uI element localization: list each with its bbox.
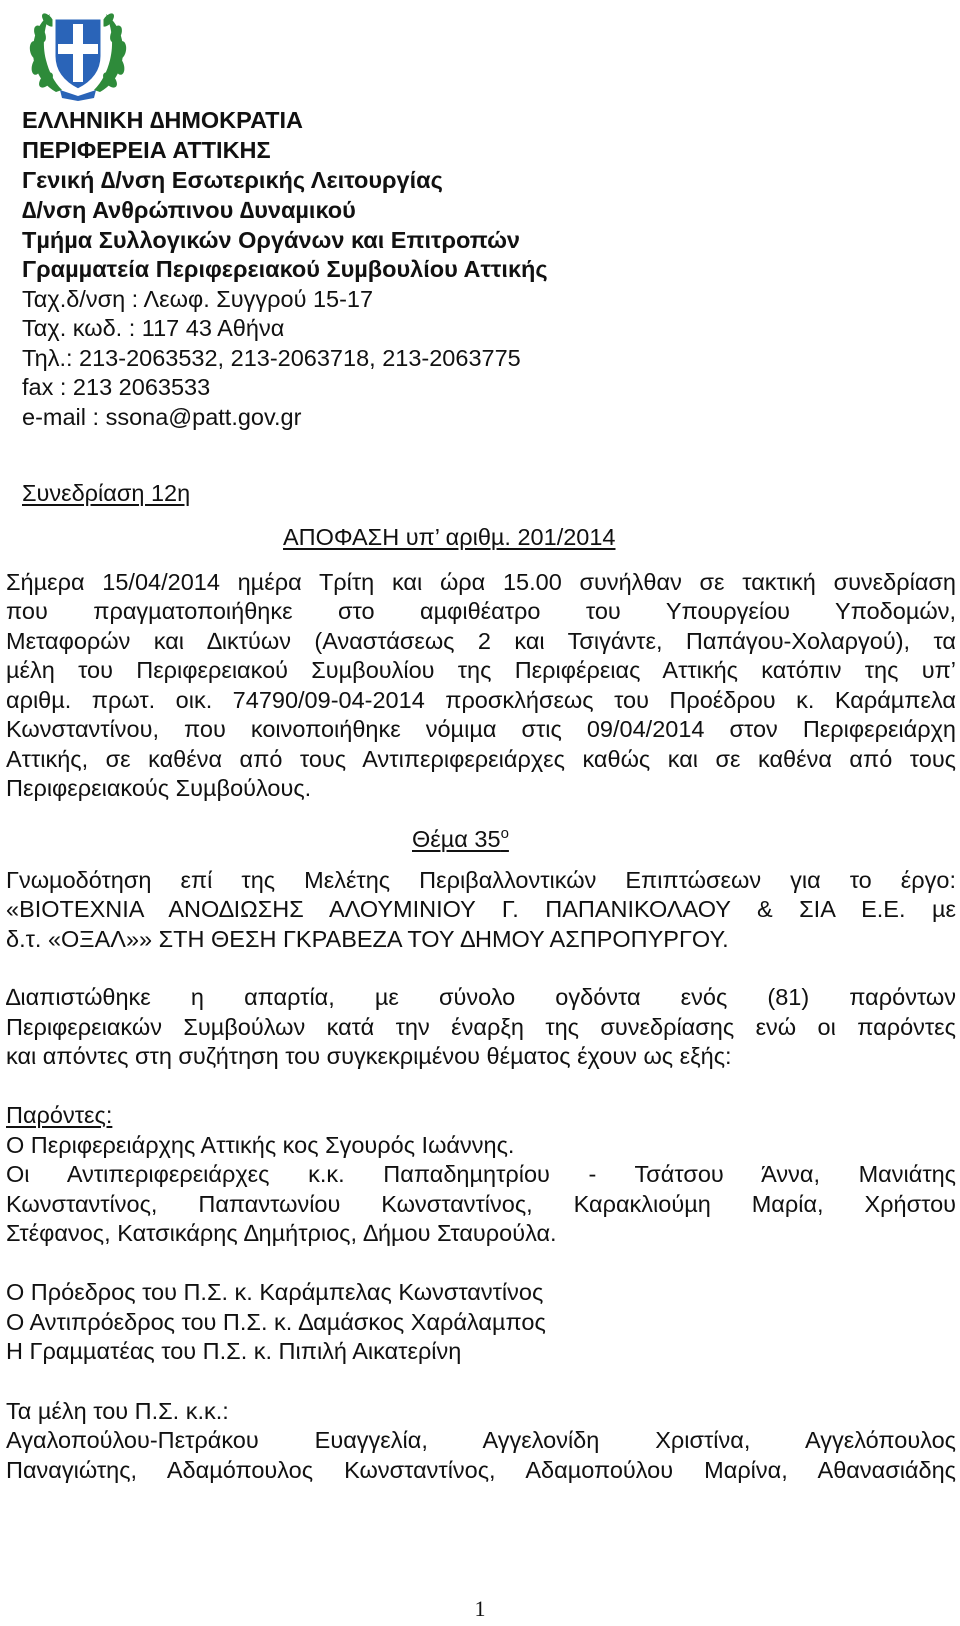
intro-line-1: Σήµερα 15/04/2014 ηµέρα Τρίτη και ώρα 15.00 συνήλθαν σε τακτική συνεδρίαση: [6, 569, 956, 595]
members-line-2: Παναγιώτης, Αδαµόπουλος Κωνσταντίνος, Αδαµοπούλου Μαρίνα, Αθανασιάδης: [6, 1457, 956, 1483]
header-phones: Τηλ.: 213-2063532, 213-2063718, 213-2063775: [22, 345, 521, 371]
header-email: e-mail : ssona@patt.gov.gr: [22, 404, 302, 430]
decision-title: ΑΠΟΦΑΣΗ υπ’ αριθµ. 201/2014: [283, 524, 616, 550]
intro-line-7: Αττικής, σε καθένα από τους Αντιπεριφερειάρχες καθώς και σε καθένα από τους: [6, 746, 956, 772]
present-line-2: Οι Αντιπεριφερειάρχες κ.κ. Παπαδηµητρίου - Τσάτσου Άννα, Μανιάτης: [6, 1161, 956, 1187]
present-line-3: Κωνσταντίνος, Παπαντωνίου Κωνσταντίνος, Καρακλιούµη Μαρία, Χρήστου: [6, 1191, 956, 1217]
greek-coat-of-arms-icon: [26, 4, 130, 102]
header-line-6: Γραµµατεία Περιφερειακού Συµβουλίου Αττικής: [22, 256, 548, 282]
intro-line-4: µέλη του Περιφερειακού Συµβουλίου της Περιφέρειας Αττικής κατόπιν της υπ’: [6, 657, 956, 683]
present-heading: Παρόντες:: [6, 1102, 113, 1128]
council-line-1: Ο Πρόεδρος του Π.Σ. κ. Καράµπελας Κωνσταντίνος: [6, 1279, 544, 1305]
members-heading: Τα µέλη του Π.Σ. κ.κ.:: [6, 1398, 229, 1424]
header-postal-code: Ταχ. κωδ. : 117 43 Αθήνα: [22, 315, 285, 341]
quorum-line-1: ∆ιαπιστώθηκε η απαρτία, µε σύνολο ογδόντα ενός (81) παρόντων: [6, 984, 956, 1010]
council-line-3: Η Γραµµατέας του Π.Σ. κ. Πιπιλή Αικατερίνη: [6, 1338, 462, 1364]
header-line-1: ΕΛΛΗΝΙΚΗ ∆ΗΜΟΚΡΑΤΙΑ: [22, 107, 303, 133]
present-line-1: Ο Περιφερειάρχης Αττικής κος Σγουρός Ιωάννης.: [6, 1132, 515, 1158]
header-fax: fax : 213 2063533: [22, 374, 211, 400]
intro-line-2: που πραγµατοποιήθηκε στο αµφιθέατρο του Υπουργείου Υποδοµών,: [6, 598, 956, 624]
topic-label: Θέµα 35: [412, 826, 501, 852]
header-address: Ταχ.δ/νση : Λεωφ. Συγγρού 15-17: [22, 286, 374, 312]
council-line-2: Ο Αντιπρόεδρος του Π.Σ. κ. ∆αµάσκος Χαράλαµπος: [6, 1309, 546, 1335]
intro-line-3: Μεταφορών και ∆ικτύων (Αναστάσεως 2 και Τσιγάντε, Παπάγου-Χολαργού), τα: [6, 628, 956, 654]
page-number: 1: [474, 1596, 486, 1621]
session-label: Συνεδρίαση 12η: [22, 480, 191, 506]
members-line-1: Αγαλοπούλου-Πετράκου Ευαγγελία, Αγγελονίδη Χριστίνα, Αγγελόπουλος: [6, 1427, 956, 1453]
quorum-line-3: και απόντες στη συζήτηση του συγκεκριµένου θέµατος έχουν ως εξής:: [6, 1043, 732, 1069]
header-line-4: ∆/νση Ανθρώπινου ∆υναµικού: [22, 197, 356, 223]
present-line-4: Στέφανος, Κατσικάρης ∆ηµήτριος, ∆ήµου Σταυρούλα.: [6, 1220, 557, 1246]
header-line-5: Τµήµα Συλλογικών Οργάνων και Επιτροπών: [22, 227, 520, 253]
header-line-3: Γενική ∆/νση Εσωτερικής Λειτουργίας: [22, 167, 443, 193]
intro-line-8: Περιφερειακούς Συµβούλους.: [6, 775, 312, 801]
quorum-line-2: Περιφερειακών Συµβούλων κατά την έναρξη της συνεδρίασης ενώ οι παρόντες: [6, 1014, 956, 1040]
topic-heading: [412, 819, 509, 852]
header-line-2: ΠΕΡΙΦΕΡΕΙΑ ΑΤΤΙΚΗΣ: [22, 137, 271, 163]
subject-line-2: «ΒΙΟΤΕΧΝΙΑ ΑΝΟ∆ΙΩΣΗΣ ΑΛΟΥΜΙΝΙΟΥ Γ. ΠΑΠΑΝΙΚΟΛΑΟΥ & ΣΙΑ Ε.Ε. µε: [6, 896, 956, 922]
subject-line-3: δ.τ. «ΟΞΑΛ»» ΣΤΗ ΘΕΣΗ ΓΚΡΑΒΕΖΑ ΤΟΥ ∆ΗΜΟΥ ΑΣΠΡΟΠΥΡΓΟΥ.: [6, 926, 729, 952]
subject-line-1: Γνωµοδότηση επί της Μελέτης Περιβαλλοντικών Επιπτώσεων για το έργο:: [6, 867, 956, 893]
intro-line-6: Κωνσταντίνου, που κοινοποιήθηκε νόµιµα στις 09/04/2014 στον Περιφερειάρχη: [6, 716, 956, 742]
intro-line-5: αριθµ. πρωτ. οικ. 74790/09-04-2014 προσκλήσεως του Προέδρου κ. Καράµπελα: [6, 687, 956, 713]
topic-superscript: ο: [500, 825, 509, 842]
